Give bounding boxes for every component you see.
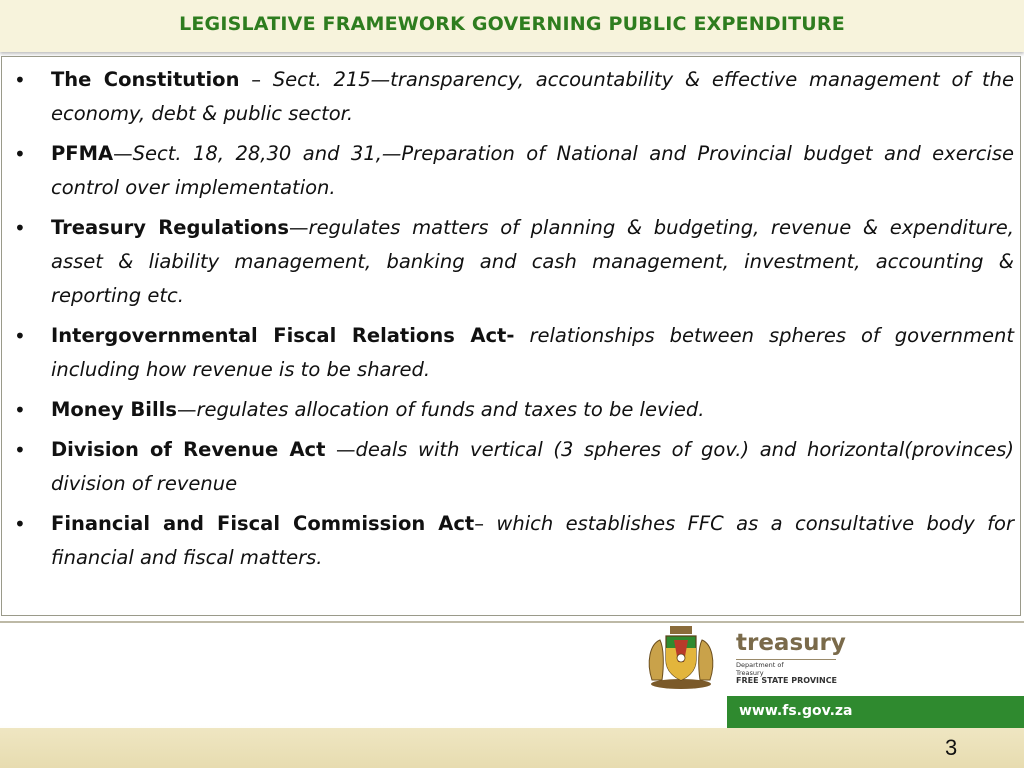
list-item — [12, 433, 1014, 501]
item-sep: – — [239, 68, 273, 91]
bullet-icon: • — [14, 142, 26, 166]
list-item — [12, 507, 1014, 575]
title-bar — [0, 0, 1024, 52]
item-term: Intergovernmental Fiscal Relations Act- — [51, 324, 515, 347]
bullet-icon: • — [14, 216, 26, 240]
item-term: The Constitution — [51, 68, 240, 91]
item-sep: — — [289, 216, 309, 239]
item-desc: regulates allocation of funds and taxes to be levied. — [196, 398, 705, 421]
slide-title: LEGISLATIVE FRAMEWORK GOVERNING PUBLIC EXPENDITURE — [179, 13, 845, 35]
bottom-band — [0, 728, 1024, 768]
item-term: Division of Revenue Act — [51, 438, 326, 461]
list-item — [12, 393, 1014, 427]
list-item — [12, 137, 1014, 205]
item-desc: regulates matters of planning & budgeting, revenue & expenditure, asset & liability management, banking and cash management, investment, accounting & reporting etc. — [51, 216, 1014, 307]
item-desc: relationships between spheres of government including how revenue is to be shared. — [51, 324, 1014, 381]
item-term: Treasury Regulations — [51, 216, 290, 239]
dept-line-2: Treasury — [736, 669, 764, 677]
page-number: 3 — [945, 735, 958, 760]
item-desc: deals with vertical (3 spheres of gov.) and horizontal(provinces) division of revenue — [51, 438, 1014, 495]
bullet-icon: • — [14, 438, 26, 462]
item-desc: Sect. 215—transparency, accountability & effective management of the economy, debt & public sector. — [51, 68, 1015, 125]
bullet-list — [12, 63, 1014, 581]
item-sep: — — [176, 398, 197, 421]
item-term: Financial and Fiscal Commission Act — [51, 512, 475, 535]
item-sep: – — [474, 512, 497, 535]
bullet-icon: • — [14, 398, 26, 422]
bullet-icon: • — [14, 512, 26, 536]
list-item — [12, 211, 1014, 313]
item-term: Money Bills — [51, 398, 177, 421]
bullet-icon: • — [14, 68, 26, 92]
list-item — [12, 319, 1014, 387]
treasury-wordmark: treasury — [736, 630, 846, 656]
item-sep: — — [325, 438, 356, 461]
item-desc: which establishes FFC as a consultative body for financial and fiscal matters. — [51, 512, 1014, 569]
dept-line-1: Department of — [736, 661, 784, 669]
free-state-coat-of-arms-icon — [640, 622, 722, 692]
footer-divider — [0, 621, 1024, 623]
content-box — [1, 56, 1021, 616]
dept-line-3: FREE STATE PROVINCE — [736, 676, 838, 685]
item-sep — [514, 324, 529, 347]
item-desc: Sect. 18, 28,30 and 31,—Preparation of National and Provincial budget and exercise control over implementation. — [51, 142, 1014, 199]
item-sep: — — [113, 142, 133, 165]
website-url: www.fs.gov.za — [739, 703, 853, 719]
department-text — [736, 661, 856, 685]
bullet-icon: • — [14, 324, 26, 348]
item-term: PFMA — [51, 142, 114, 165]
website-band — [727, 696, 1024, 728]
list-item — [12, 63, 1014, 131]
brand-rule — [736, 659, 836, 660]
